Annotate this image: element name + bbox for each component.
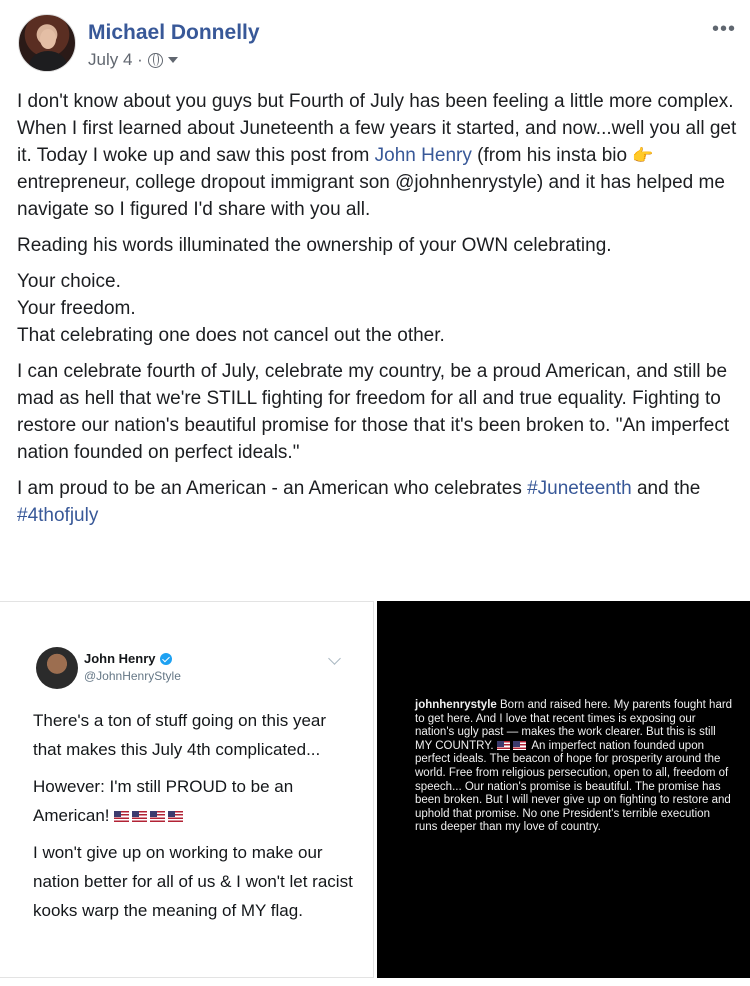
globe-icon[interactable]: [148, 53, 163, 68]
tweet-handle: @JohnHenryStyle: [84, 669, 181, 683]
avatar-body: [29, 51, 67, 72]
post-paragraph-2: Reading his words illuminated the ownership of your OWN celebrating.: [17, 235, 612, 256]
us-flag-icon: [168, 811, 183, 822]
avatar-face: [40, 29, 56, 49]
line-choice: Your choice.: [17, 271, 121, 292]
tweet-line-2: [33, 772, 353, 830]
author-name[interactable]: Michael Donnelly: [88, 21, 260, 44]
verified-badge-icon: [160, 653, 172, 665]
post-date[interactable]: July 4 ·: [88, 50, 143, 69]
instagram-caption-text-b: An imperfect nation founded upon perfect ideals. The beacon of hope for prosperity around the world. Free from religious persecution, open to all, freedom of speech... Our nation's promise is beautiful. The promise has been broken. But I will never give up on fighting to restore and uphold that promise. No one President's terrible execution runs deeper than my love of country.: [415, 739, 731, 834]
instagram-caption-text-a: Born and raised here. My parents fought hard to get here. And I love that recent times is exposing our nation's ugly past — makes the work clearer. But this is still MY COUNTRY.: [415, 699, 733, 752]
us-flag-icon: [132, 811, 147, 822]
post-media[interactable]: [0, 601, 750, 986]
us-flag-icon: [497, 741, 510, 750]
us-flag-icon: [513, 741, 526, 750]
us-flag-icon: [150, 811, 165, 822]
tweet-text: [33, 706, 353, 933]
instagram-caption-screenshot[interactable]: [377, 601, 750, 978]
chevron-down-icon[interactable]: [168, 57, 178, 63]
post-paragraph-4: I can celebrate fourth of July, celebrate my country, be a proud American, and still be mad as hell that we're STILL fighting for freedom for all and true equality. Fighting to restore our nation's beautiful promise for those that it's been broken to. "An imperfect nation founded on perfect ideals.": [17, 361, 730, 463]
post-paragraph-3: [17, 268, 737, 349]
line-freedom: Your freedom.: [17, 298, 136, 319]
post-header: [18, 14, 736, 78]
paragraph-5-text-a: I am proud to be an American - an American who celebrates: [17, 478, 528, 499]
john-henry-link[interactable]: John Henry: [374, 145, 472, 166]
post-paragraph-5: [17, 475, 737, 529]
us-flag-icon: [114, 811, 129, 822]
tweet-line-3: I won't give up on working to make our nation better for all of us & I won't let racist kooks warp the meaning of MY flag.: [33, 843, 353, 920]
tweet-line-1: There's a ton of stuff going on this year that makes this July 4th complicated...: [33, 711, 327, 759]
paragraph-1-text-a: I don't know about you guys but Fourth of July has been feeling a little more complex. When I first learned about Juneteenth a few years it started, and now...well you all get it. Today I woke up and saw this post from: [17, 91, 737, 166]
tweet-author-name: John Henry: [84, 651, 156, 666]
tweet-author: [84, 651, 172, 666]
hashtag-4thofjuly[interactable]: #4thofjuly: [17, 505, 99, 526]
pointing-hand-icon: 👉: [632, 146, 654, 165]
instagram-username: johnhenrystyle: [415, 699, 497, 711]
paragraph-5-text-b: and the: [631, 478, 701, 499]
paragraph-1-text-c: entrepreneur, college dropout immigrant son @johnhenrystyle) and it has helped me navigate so I figured I'd share with you all.: [17, 172, 725, 220]
more-options-icon[interactable]: •••: [711, 18, 736, 40]
post-paragraph-1: [17, 88, 737, 223]
post-meta: [88, 50, 178, 70]
author-avatar[interactable]: [18, 14, 76, 72]
tweet-line-2-text: However: I'm still PROUD to be an American!: [33, 777, 294, 825]
line-cancel: That celebrating one does not cancel out the other.: [17, 325, 445, 346]
hashtag-juneteenth[interactable]: #Juneteenth: [527, 478, 632, 499]
chevron-down-icon: [328, 652, 341, 665]
tweet-avatar: [36, 647, 78, 689]
tweet-screenshot[interactable]: [0, 601, 374, 978]
paragraph-1-text-b: (from his insta bio: [471, 145, 633, 166]
post-text: [17, 88, 737, 538]
instagram-caption: [415, 699, 735, 835]
